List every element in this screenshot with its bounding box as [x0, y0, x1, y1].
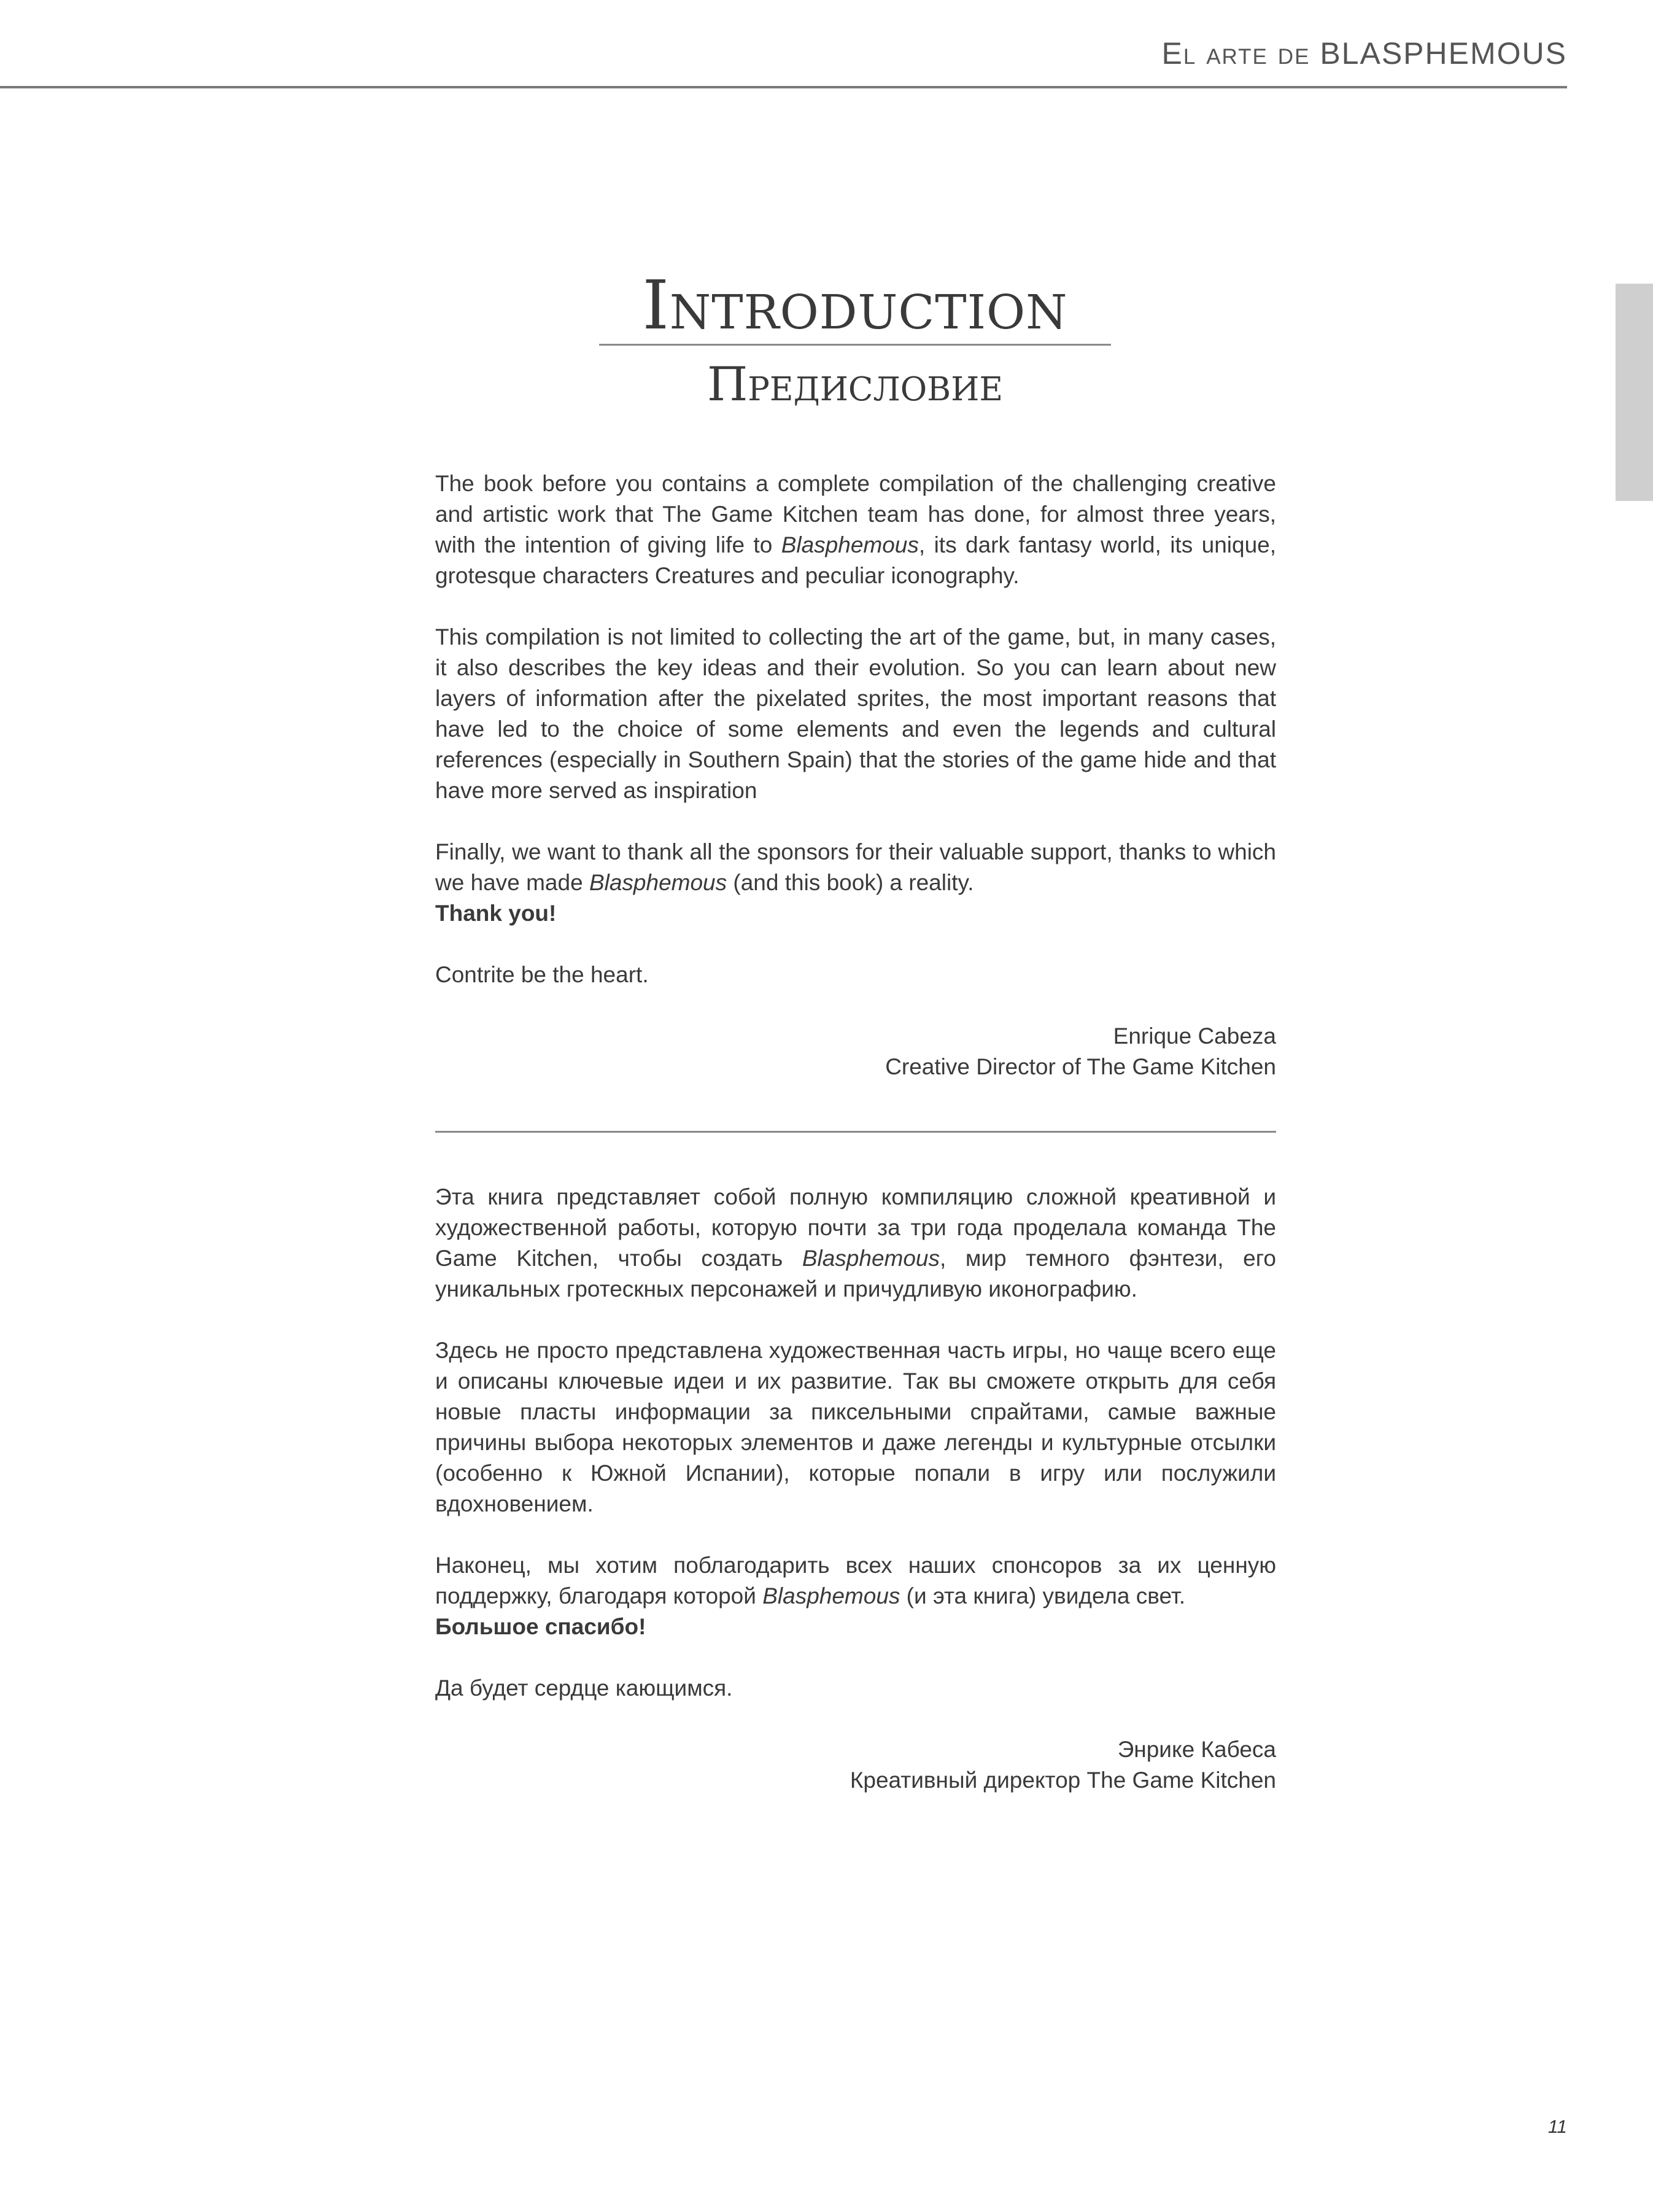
russian-thanks: Большое спасибо!: [435, 1614, 646, 1639]
running-head: [1161, 36, 1567, 71]
english-paragraph-3: [435, 837, 1276, 898]
russian-text-block: [435, 1182, 1276, 1796]
english-thanks: Thank you!: [435, 901, 557, 926]
russian-closing: Да будет сердце кающимся.: [435, 1675, 733, 1701]
running-head-title: BLASPHEMOUS: [1320, 36, 1567, 71]
section-divider: [435, 1131, 1276, 1133]
russian-author: Энрике Кабеса: [1117, 1737, 1276, 1762]
russian-p1-text-a: Эта книга представляет собой полную компиляцию сложной креативной и художественной работы, которую почти за три года проделала команда The Game Kitchen, чтобы создать: [435, 1184, 1276, 1271]
russian-role: Креативный директор The Game Kitchen: [850, 1768, 1276, 1793]
english-author: Enrique Cabeza: [1113, 1023, 1276, 1049]
page-number: 11: [1547, 2117, 1567, 2137]
russian-p1-text-b: , мир темного фэнтези, его уникальных гротескных персонажей и причудливую иконографию.: [435, 1246, 1276, 1302]
english-text-block: [435, 468, 1276, 1082]
english-closing: Contrite be the heart.: [435, 962, 649, 987]
english-p1-text-a: The book before you contains a complete compilation of the challenging creative and artistic work that The Game Kitchen team has done, for almost three years, with the intention of giving life to: [435, 471, 1276, 557]
english-role: Creative Director of The Game Kitchen: [885, 1054, 1276, 1079]
russian-p3-text-a: Наконец, мы хотим поблагодарить всех наших спонсоров за их ценную поддержку, благодаря которой: [435, 1553, 1276, 1609]
page-title: Introduction: [642, 266, 1068, 344]
russian-signature: [435, 1734, 1276, 1796]
title-rule: [599, 344, 1111, 346]
english-p3-text-b: (and this book) a reality.: [727, 870, 974, 895]
english-signature: [435, 1021, 1276, 1082]
running-head-prefix: El arte de: [1161, 36, 1310, 71]
russian-p1-italic: Blasphemous: [802, 1246, 940, 1271]
english-p1-text-b: , its dark fantasy world, its unique, grotesque characters Creatures and peculiar iconography.: [435, 532, 1277, 588]
english-p3-italic: Blasphemous: [589, 870, 727, 895]
russian-p3-italic: Blasphemous: [762, 1583, 900, 1609]
header-rule: [0, 86, 1567, 88]
english-p3-text-a: Finally, we want to thank all the sponsors for their valuable support, thanks to which we have made: [435, 839, 1276, 895]
russian-p3-text-b: (и эта книга) увидела свет.: [900, 1583, 1185, 1609]
russian-paragraph-2: Здесь не просто представлена художественная часть игры, но чаще всего еще и описаны ключевые идеи и их развитие. Так вы сможете открыть для себя новые пласты информации за пиксельными спрайтами, самые важные причины выбора некоторых элементов и даже легенды и культурные отсылки (особенно к Южной Испании), которые попали в игру или послужили вдохновением.: [435, 1338, 1276, 1516]
russian-paragraph-1: [435, 1182, 1276, 1305]
russian-paragraph-3: [435, 1550, 1276, 1612]
english-p1-italic: Blasphemous: [781, 532, 919, 557]
english-paragraph-2: This compilation is not limited to collecting the art of the game, but, in many cases, it also describes the key ideas and their evolution. So you can learn about new layers of information after the pixelated sprites, the most important reasons that have led to the choice of some elements and even the legends and cultural references (especially in Southern Spain) that the stories of the game hide and that have more served as inspiration: [435, 624, 1276, 803]
page-subtitle: Предисловие: [706, 357, 1004, 411]
english-paragraph-1: [435, 468, 1276, 591]
